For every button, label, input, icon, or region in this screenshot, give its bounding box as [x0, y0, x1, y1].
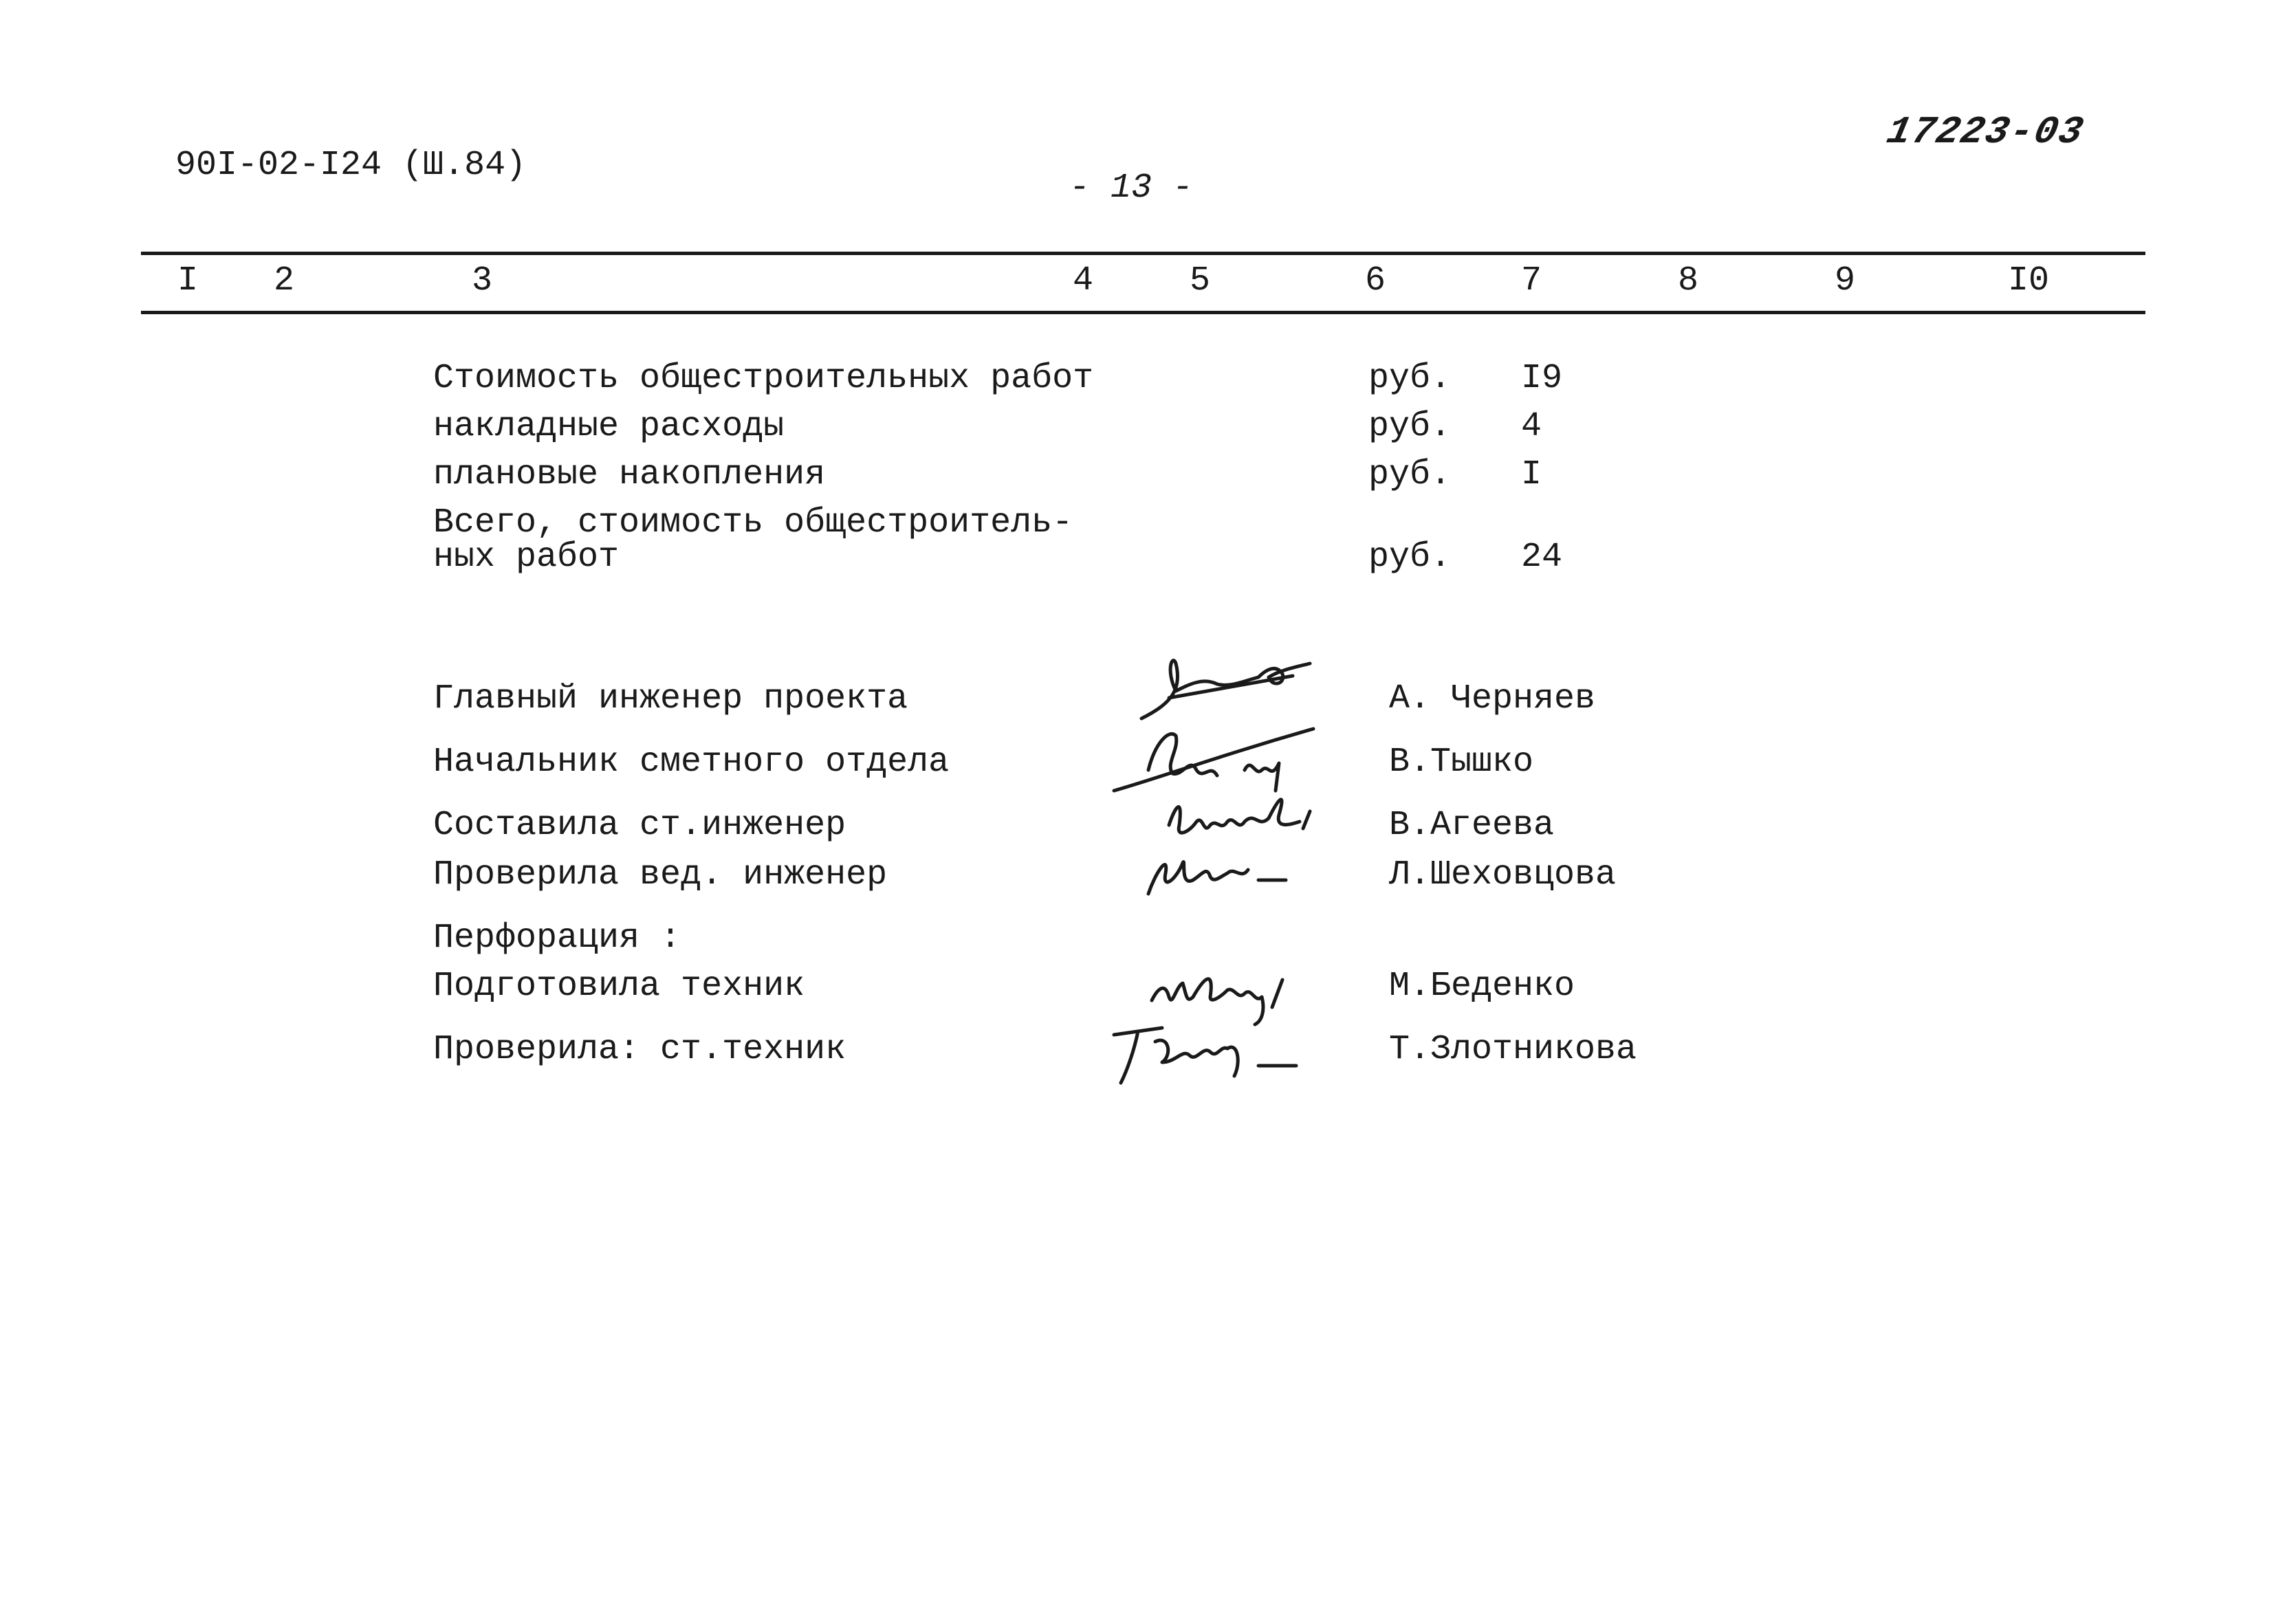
column-number-4: 4	[1073, 261, 1094, 300]
signature-checker	[1141, 839, 1293, 901]
cost-label-total-line2: ных работ	[433, 538, 620, 577]
signer-name: М.Беденко	[1389, 967, 1575, 1006]
archive-stamp-number: 17223-03	[1883, 110, 2088, 154]
column-number-7: 7	[1521, 261, 1542, 300]
signer-role: Главный инженер проекта	[433, 679, 908, 718]
column-number-9: 9	[1835, 261, 1856, 300]
document-code: 90I-02-I24 (Ш.84)	[175, 146, 527, 185]
signer-name: В.Агеева	[1389, 806, 1555, 845]
cost-unit: руб.	[1368, 538, 1452, 577]
signer-role: Подготовила техник	[433, 967, 805, 1006]
cost-value: I9	[1521, 359, 1563, 398]
signature-senior-technician	[1107, 1014, 1307, 1090]
cost-value: I	[1521, 455, 1542, 494]
cost-value-total: 24	[1521, 538, 1563, 577]
signer-role: Начальник сметного отдела	[433, 743, 950, 782]
signature-chief-engineer	[1128, 650, 1334, 725]
signer-role: Проверила вед. инженер	[433, 855, 888, 895]
signer-name: В.Тышко	[1389, 743, 1534, 782]
signer-name: Л.Шеховцова	[1389, 855, 1617, 895]
cost-label-total-line1: Всего, стоимость общестроитель-	[433, 503, 1073, 542]
signer-name: А. Черняев	[1389, 679, 1596, 718]
column-number-5: 5	[1190, 261, 1211, 300]
cost-label-general-construction: Стоимость общестроительных работ	[433, 359, 1094, 398]
cost-unit: руб.	[1368, 407, 1452, 446]
cost-value: 4	[1521, 407, 1542, 446]
cost-unit: руб.	[1368, 359, 1452, 398]
cost-label-overhead: накладные расходы	[433, 407, 785, 446]
column-number-10: I0	[2008, 261, 2050, 300]
table-header-top-rule	[141, 252, 2145, 255]
column-number-1: I	[177, 261, 199, 300]
signer-name: Т.Злотникова	[1389, 1030, 1637, 1069]
column-number-6: 6	[1365, 261, 1386, 300]
column-number-3: 3	[472, 261, 493, 300]
signer-role: Проверила: ст.техник	[433, 1030, 846, 1069]
page-number: - 13 -	[1069, 168, 1194, 208]
cost-label-planned-savings: плановые накопления	[433, 455, 826, 494]
signer-role: Составила ст.инженер	[433, 806, 846, 845]
table-header-bottom-rule	[141, 311, 2145, 314]
column-number-8: 8	[1678, 261, 1699, 300]
perforation-heading: Перфорация :	[433, 919, 681, 958]
cost-unit: руб.	[1368, 455, 1452, 494]
column-number-2: 2	[274, 261, 295, 300]
